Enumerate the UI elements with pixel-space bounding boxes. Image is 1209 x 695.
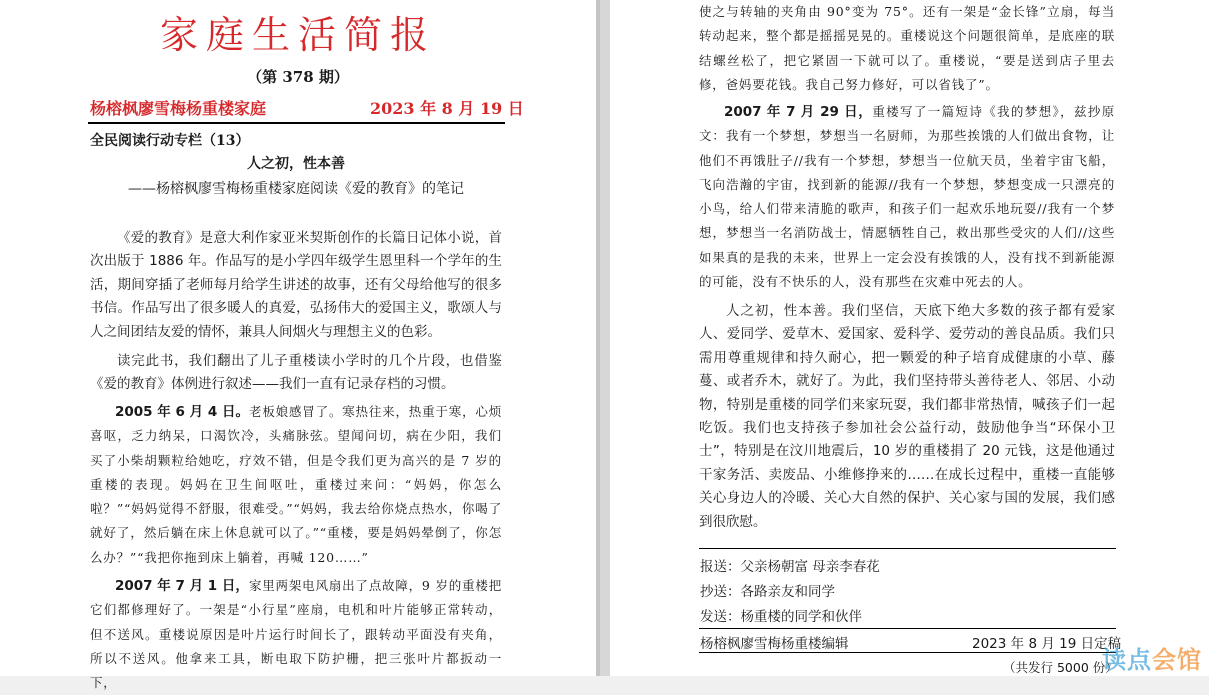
article-title: 人之初，性本善 <box>247 156 345 172</box>
paragraph-conclusion <box>699 300 1115 534</box>
editor-line: 杨榕枫廖雪梅杨重楼编辑 <box>700 636 849 652</box>
issue-number: （第 378 期） <box>247 68 349 86</box>
watermark-text-accent: 会馆 <box>1152 646 1202 674</box>
diary-entry-2007-07-01 <box>90 574 502 695</box>
diary-entry-continued <box>699 0 1115 97</box>
paragraph-intro <box>90 227 502 344</box>
entry-date: 2007 年 7 月 1 日， <box>115 578 249 594</box>
diary-entry-2005 <box>90 400 502 570</box>
article-subtitle: ——杨榕枫廖雪梅杨重楼家庭阅读《爱的教育》的笔记 <box>128 181 464 197</box>
right-page <box>610 0 1209 676</box>
entry-text: 使之与转轴的夹角由 90°变为 75°。还有一架是“金长锋”立扇，每当转动起来，整个都是摇摇晃晃的。重楼说这个问题很简单，是底座的联结螺丝松了，把它紧固一下就可以了。重楼说，“要是送到店子里去修，爸妈要花钱。我自己努力修好，可以省钱了”。 <box>699 4 1115 92</box>
paragraph-text: 人之初，性本善。我们坚信，天底下绝大多数的孩子都有爱家人、爱同学、爱草木、爱国家、爱科学、爱劳动的善良品质。我们只需用尊重规律和持久耐心，把一颗爱的种子培育成健康的小草、藤蔓、或者乔木，就好了。为此，我们坚持带头善待老人、邻居、小动物，特别是重楼的同学们来家玩耍，我们都非常热情，喊孩子们一起吃饭。我们也支持孩子参加社会公益行动，鼓励他争当“环保小卫士”，特别是在汶川地震后，10 岁的重楼捐了 20 元钱，这是他通过干家务活、卖废品、小维修挣来的……在成长过程中，重楼一直能够关心身边人的冷暖、关心大自然的保护、关心家与国的发展，我们感到很欣慰。 <box>699 303 1115 530</box>
footer-divider-bottom <box>699 652 1116 653</box>
page-gutter <box>596 0 610 676</box>
send-to-line: 发送：杨重楼的同学和伙伴 <box>700 609 862 625</box>
footer-divider-top <box>699 548 1116 549</box>
family-name-line: 杨榕枫廖雪梅杨重楼家庭 <box>90 99 267 118</box>
entry-date: 2005 年 6 月 4 日。 <box>115 404 250 420</box>
paragraph-text: 《爱的教育》是意大利作家亚米契斯创作的长篇日记体小说，首次出版于 1886 年。作品写的是小学四年级学生恩里科一个学年的生活，期间穿插了老师每月给学生讲述的故事，还有父母给他写的很多书信。作品写出了很多暖人的真爱，弘扬伟大的爱国主义，歌颂人与人之间团结友爱的情怀，兼具人间烟火与理想主义的色彩。 <box>90 230 502 340</box>
column-title: 全民阅读行动专栏（13） <box>90 133 250 149</box>
diary-entry-2007-07-29 <box>699 100 1115 294</box>
header-divider <box>88 122 505 124</box>
paragraph-reading <box>90 350 502 397</box>
finalized-date: 2023 年 8 月 19 日定稿 <box>972 636 1122 652</box>
entry-date: 2007 年 7 月 29 日， <box>724 104 873 120</box>
publish-date: 2023 年 8 月 19 日 <box>370 99 524 118</box>
entry-text: 家里两架电风扇出了点故障，9 岁的重楼把它们都修理好了。一架是“小行星”座扇，电机和叶片能够正常转动，但不送风。重楼说原因是叶片运行时间长了，跟转动平面没有夹角，所以不送风。他拿来工具，断电取下防护栅，把三张叶片都扳动一下， <box>90 578 502 691</box>
entry-text: 重楼写了一篇短诗《我的梦想》，兹抄原文：我有一个梦想，梦想当一名厨师，为那些挨饿的人们做出食物，让他们不再饿肚子//我有一个梦想，梦想当一位航天员，坐着宇宙飞船，飞向浩瀚的宇宙，找到新的能源//我有一个梦想，梦想变成一只漂亮的小鸟，给人们带来清脆的歌声，和孩子们一起欢乐地玩耍//我有一个梦想，梦想当一名消防战士，情愿牺牲自己，救出那些受灾的人们//这些如果真的是我的未来，世界上一定会没有挨饿的人，没有找不到新能源的可能，没有不快乐的人，没有那些在灾难中死去的人。 <box>699 104 1115 290</box>
watermark-text: 读点 <box>1102 646 1152 674</box>
left-page <box>0 0 596 691</box>
watermark-logo <box>1102 640 1202 675</box>
cc-line: 抄送：各路亲友和同学 <box>700 584 835 600</box>
footer-divider-middle <box>699 628 1116 629</box>
paragraph-text: 读完此书，我们翻出了儿子重楼读小学时的几个片段，也借鉴《爱的教育》体例进行叙述——我们一直有记录存档的习惯。 <box>90 353 502 393</box>
copies-count: （共发行 5000 份） <box>1003 660 1118 675</box>
masthead-title: 家庭生活简报 <box>159 13 436 57</box>
report-to-line: 报送：父亲杨朝富 母亲李春花 <box>700 559 880 575</box>
entry-text: 老板娘感冒了。寒热往来，热重于寒，心烦喜呕，乏力纳呆，口渴饮冷，头痛脉弦。望闻问切，病在少阳，我们买了小柴胡颗粒给她吃，疗效不错，但是令我们更为高兴的是 7 岁的重楼的表现。妈妈在卫生间呕吐，重楼过来问：“妈妈，你怎么啦？”“妈妈觉得不舒服，很难受。”“妈妈，我去给你烧点热水，你喝了就好了，然后躺在床上休息就可以了。”“重楼，要是妈妈晕倒了，你怎么办？”“我把你拖到床上躺着，再喊 120……” <box>90 404 502 565</box>
